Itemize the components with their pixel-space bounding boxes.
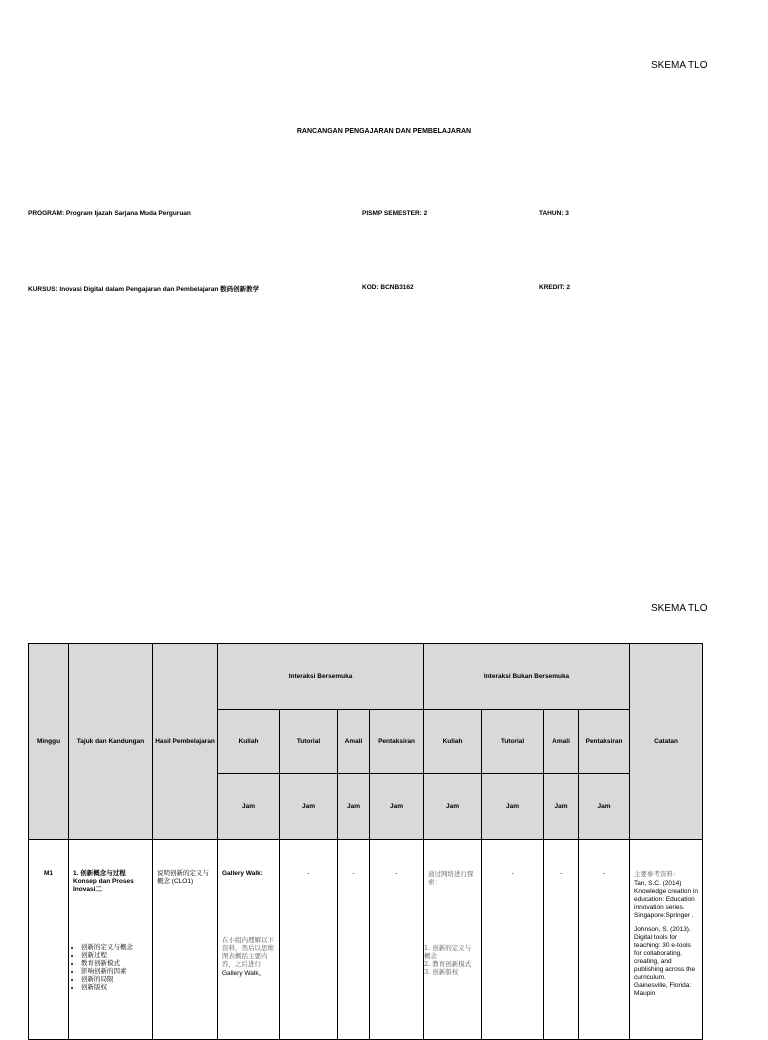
document-title: RANCANGAN PENGAJARAN DAN PEMBELAJARAN — [296, 128, 472, 135]
list-item: • 创新过程 — [81, 952, 148, 960]
header-minggu: Minggu — [29, 644, 69, 840]
cell-minggu — [29, 840, 69, 1040]
cell-pentaksiran — [370, 840, 424, 1040]
reference-1: Tan, S.C. (2014) Knowledge creation in education: Education innovation series. Singapore:Springer . — [634, 880, 699, 919]
cell-bukan-kuliah — [424, 840, 482, 1040]
week-label: M1 — [43, 870, 54, 877]
header-kuliah: Kuliah — [218, 710, 280, 774]
tahun-field: TAHUN: 3 — [539, 210, 569, 217]
cell-hasil — [153, 840, 218, 1040]
activity-title: Gallery Walk: — [222, 870, 263, 877]
list-item: 1. 创新的定义与概念 — [424, 944, 472, 960]
reference-2: Johnson, S. (2013). Digital tools for teaching: 30 e-tools for collaborating, creating, and publishing across the curriculum. Gainesville, Florida: Maupin — [634, 926, 696, 997]
header-jam: Jam — [579, 774, 630, 840]
references-intro: 主要参考资料： — [634, 870, 680, 878]
dash-value: - — [602, 870, 606, 877]
header-pentaksiran: Pentaksiran — [579, 710, 630, 774]
header-tutorial: Tutorial — [280, 710, 338, 774]
online-intro: 通过网络进行探索： — [428, 870, 474, 886]
list-item: 2. 教育创新模式 — [424, 960, 472, 968]
cell-bukan-amali — [544, 840, 579, 1040]
header-amali: Amali — [338, 710, 370, 774]
header-jam: Jam — [544, 774, 579, 840]
activity-description: 在小组内理解以下资料，然后以思维图表概括主要内容，之后进行 — [222, 936, 274, 968]
header-jam: Jam — [218, 774, 280, 840]
header-hasil: Hasil Pembelajaran — [153, 644, 218, 840]
kursus-field: KURSUS: Inovasi Digital dalam Pengajaran dan Pembelajaran 数码创新教学 — [28, 286, 260, 293]
list-item: • 影响创新的因素 — [81, 968, 148, 976]
dash-value: - — [307, 870, 310, 877]
header-kuliah: Kuliah — [424, 710, 482, 774]
dash-value: - — [395, 870, 398, 877]
cell-kuliah — [218, 840, 280, 1040]
dash-value: - — [352, 870, 355, 877]
header-jam: Jam — [280, 774, 338, 840]
list-item: 3. 创新版权 — [424, 968, 459, 976]
header-jam: Jam — [424, 774, 482, 840]
topic-list — [69, 942, 152, 994]
program-field: PROGRAM: Program Ijazah Sarjana Muda Perguruan — [28, 210, 191, 217]
dash-value: - — [511, 870, 514, 877]
header-catatan: Catatan — [630, 644, 703, 840]
activity-gallery-walk: Gallery Walk。 — [222, 970, 266, 977]
cell-tutorial — [280, 840, 338, 1040]
schema-label-bottom: SKEMA TLO — [651, 603, 708, 614]
cell-bukan-pentaksiran — [579, 840, 630, 1040]
list-item: • 创新的局限 — [81, 976, 148, 984]
header-pentaksiran: Pentaksiran — [370, 710, 424, 774]
header-interaksi-bukan-bersemuka: Interaksi Bukan Bersemuka — [424, 644, 630, 710]
online-list — [424, 942, 481, 978]
dash-value: - — [559, 870, 563, 877]
header-jam: Jam — [370, 774, 424, 840]
table-row — [29, 840, 703, 1040]
kredit-field: KREDIT: 2 — [539, 284, 571, 291]
cell-catatan — [630, 840, 703, 1040]
list-item: • 创新版权 — [81, 984, 148, 992]
cell-tajuk — [69, 840, 153, 1040]
cell-amali — [338, 840, 370, 1040]
semester-field: PISMP SEMESTER: 2 — [362, 210, 428, 217]
learning-outcome: 说明创新的定义与概念 (CLO1) — [157, 870, 209, 885]
header-tutorial: Tutorial — [482, 710, 544, 774]
list-item: • 创新的定义与概念 — [81, 944, 148, 952]
kod-field: KOD: BCNB3162 — [362, 284, 414, 291]
topic-title: 1. 创新概念与过程 Konsep dan Proses Inovasi二 — [73, 870, 134, 893]
schema-label-top: SKEMA TLO — [651, 60, 708, 71]
list-item: • 教育创新模式 — [81, 960, 148, 968]
header-tajuk: Tajuk dan Kandungan — [69, 644, 153, 840]
header-amali: Amali — [544, 710, 579, 774]
teaching-plan-table — [28, 643, 703, 1040]
header-jam: Jam — [338, 774, 370, 840]
cell-bukan-tutorial — [482, 840, 544, 1040]
header-jam: Jam — [482, 774, 544, 840]
header-interaksi-bersemuka: Interaksi Bersemuka — [218, 644, 424, 710]
